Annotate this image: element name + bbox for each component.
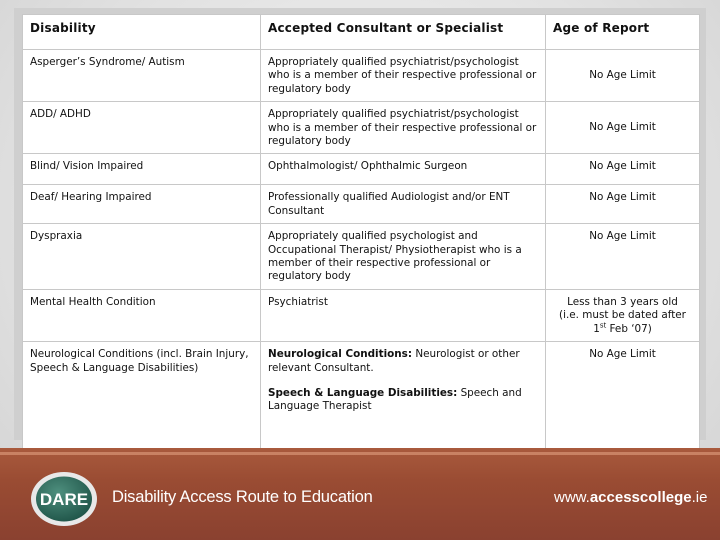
age-line: Less than 3 years old (567, 295, 678, 308)
consultant-paragraph (268, 387, 538, 414)
age-value: No Age Limit (589, 121, 656, 134)
consultant-label: Speech & Language Disabilities: (268, 386, 458, 399)
url-domain: accesscollege (589, 489, 692, 506)
disability-cell: Deaf/ Hearing Impaired (30, 191, 152, 204)
disability-cell: ADD/ ADHD (30, 108, 91, 121)
age-cell: No Age Limit (589, 348, 656, 361)
age-day: 1 (593, 322, 600, 335)
table-row (23, 102, 700, 154)
age-cell (546, 290, 699, 341)
consultant-cell: Professionally qualified Audiologist and/or ENT Consultant (268, 191, 510, 217)
age-cell (546, 102, 699, 139)
footer-stripe (0, 452, 720, 455)
dare-logo (30, 470, 100, 528)
age-line (553, 323, 692, 336)
age-cell (546, 50, 699, 87)
footer-tagline: Disability Access Route to Education (112, 488, 373, 506)
table-row (23, 224, 700, 290)
disability-cell: Mental Health Condition (30, 295, 156, 308)
age-value: No Age Limit (589, 69, 656, 81)
header-consultant (261, 15, 546, 50)
requirements-table (22, 14, 700, 457)
consultant-cell (261, 342, 545, 419)
consultant-text: Neurologist or other relevant Consultant. (268, 348, 520, 374)
table-row (23, 342, 700, 457)
logo-text: DARE (39, 490, 89, 509)
disability-cell: Asperger’s Syndrome/ Autism (30, 56, 185, 68)
header-age-label: Age of Report (553, 21, 650, 35)
footer-url[interactable] (554, 489, 707, 506)
age-cell: No Age Limit (589, 191, 656, 204)
table-row (23, 50, 700, 102)
table-row (23, 154, 700, 185)
consultant-paragraph (268, 348, 538, 375)
url-suffix: .ie (691, 489, 708, 506)
disability-cell: Blind/ Vision Impaired (30, 160, 144, 173)
header-disability-label: Disability (30, 21, 96, 35)
table-row (23, 289, 700, 341)
header-consultant-label: Accepted Consultant or Specialist (268, 21, 504, 35)
age-date-rest: Feb ‘07) (606, 322, 652, 335)
consultant-cell: Appropriately qualified psychiatrist/psychologist who is a member of their respective professional or regulatory body (268, 56, 537, 95)
consultant-cell: Appropriately qualified psychiatrist/psychologist who is a member of their respective professional or regulatory body (268, 108, 537, 148)
age-cell: No Age Limit (589, 230, 656, 243)
url-prefix: www. (554, 489, 590, 506)
table-header-row (23, 15, 700, 50)
age-ordinal-suffix: st (599, 321, 607, 330)
age-cell: No Age Limit (589, 160, 656, 173)
table-row (23, 185, 700, 224)
consultant-label: Neurological Conditions: (268, 348, 413, 361)
consultant-cell: Appropriately qualified psychologist and Occupational Therapist/ Physiotherapist who is a member of their respective professional or regulatory body (268, 230, 522, 283)
header-disability (23, 15, 261, 50)
disability-cell: Dyspraxia (30, 230, 83, 243)
age-line: (i.e. must be dated after (559, 309, 686, 322)
header-age (546, 15, 700, 50)
consultant-cell: Ophthalmologist/ Ophthalmic Surgeon (268, 160, 468, 173)
disability-cell: Neurological Conditions (incl. Brain Injury, Speech & Language Disabilities) (30, 348, 249, 374)
consultant-text: Speech and Language Therapist (268, 386, 522, 413)
consultant-cell: Psychiatrist (268, 295, 328, 308)
